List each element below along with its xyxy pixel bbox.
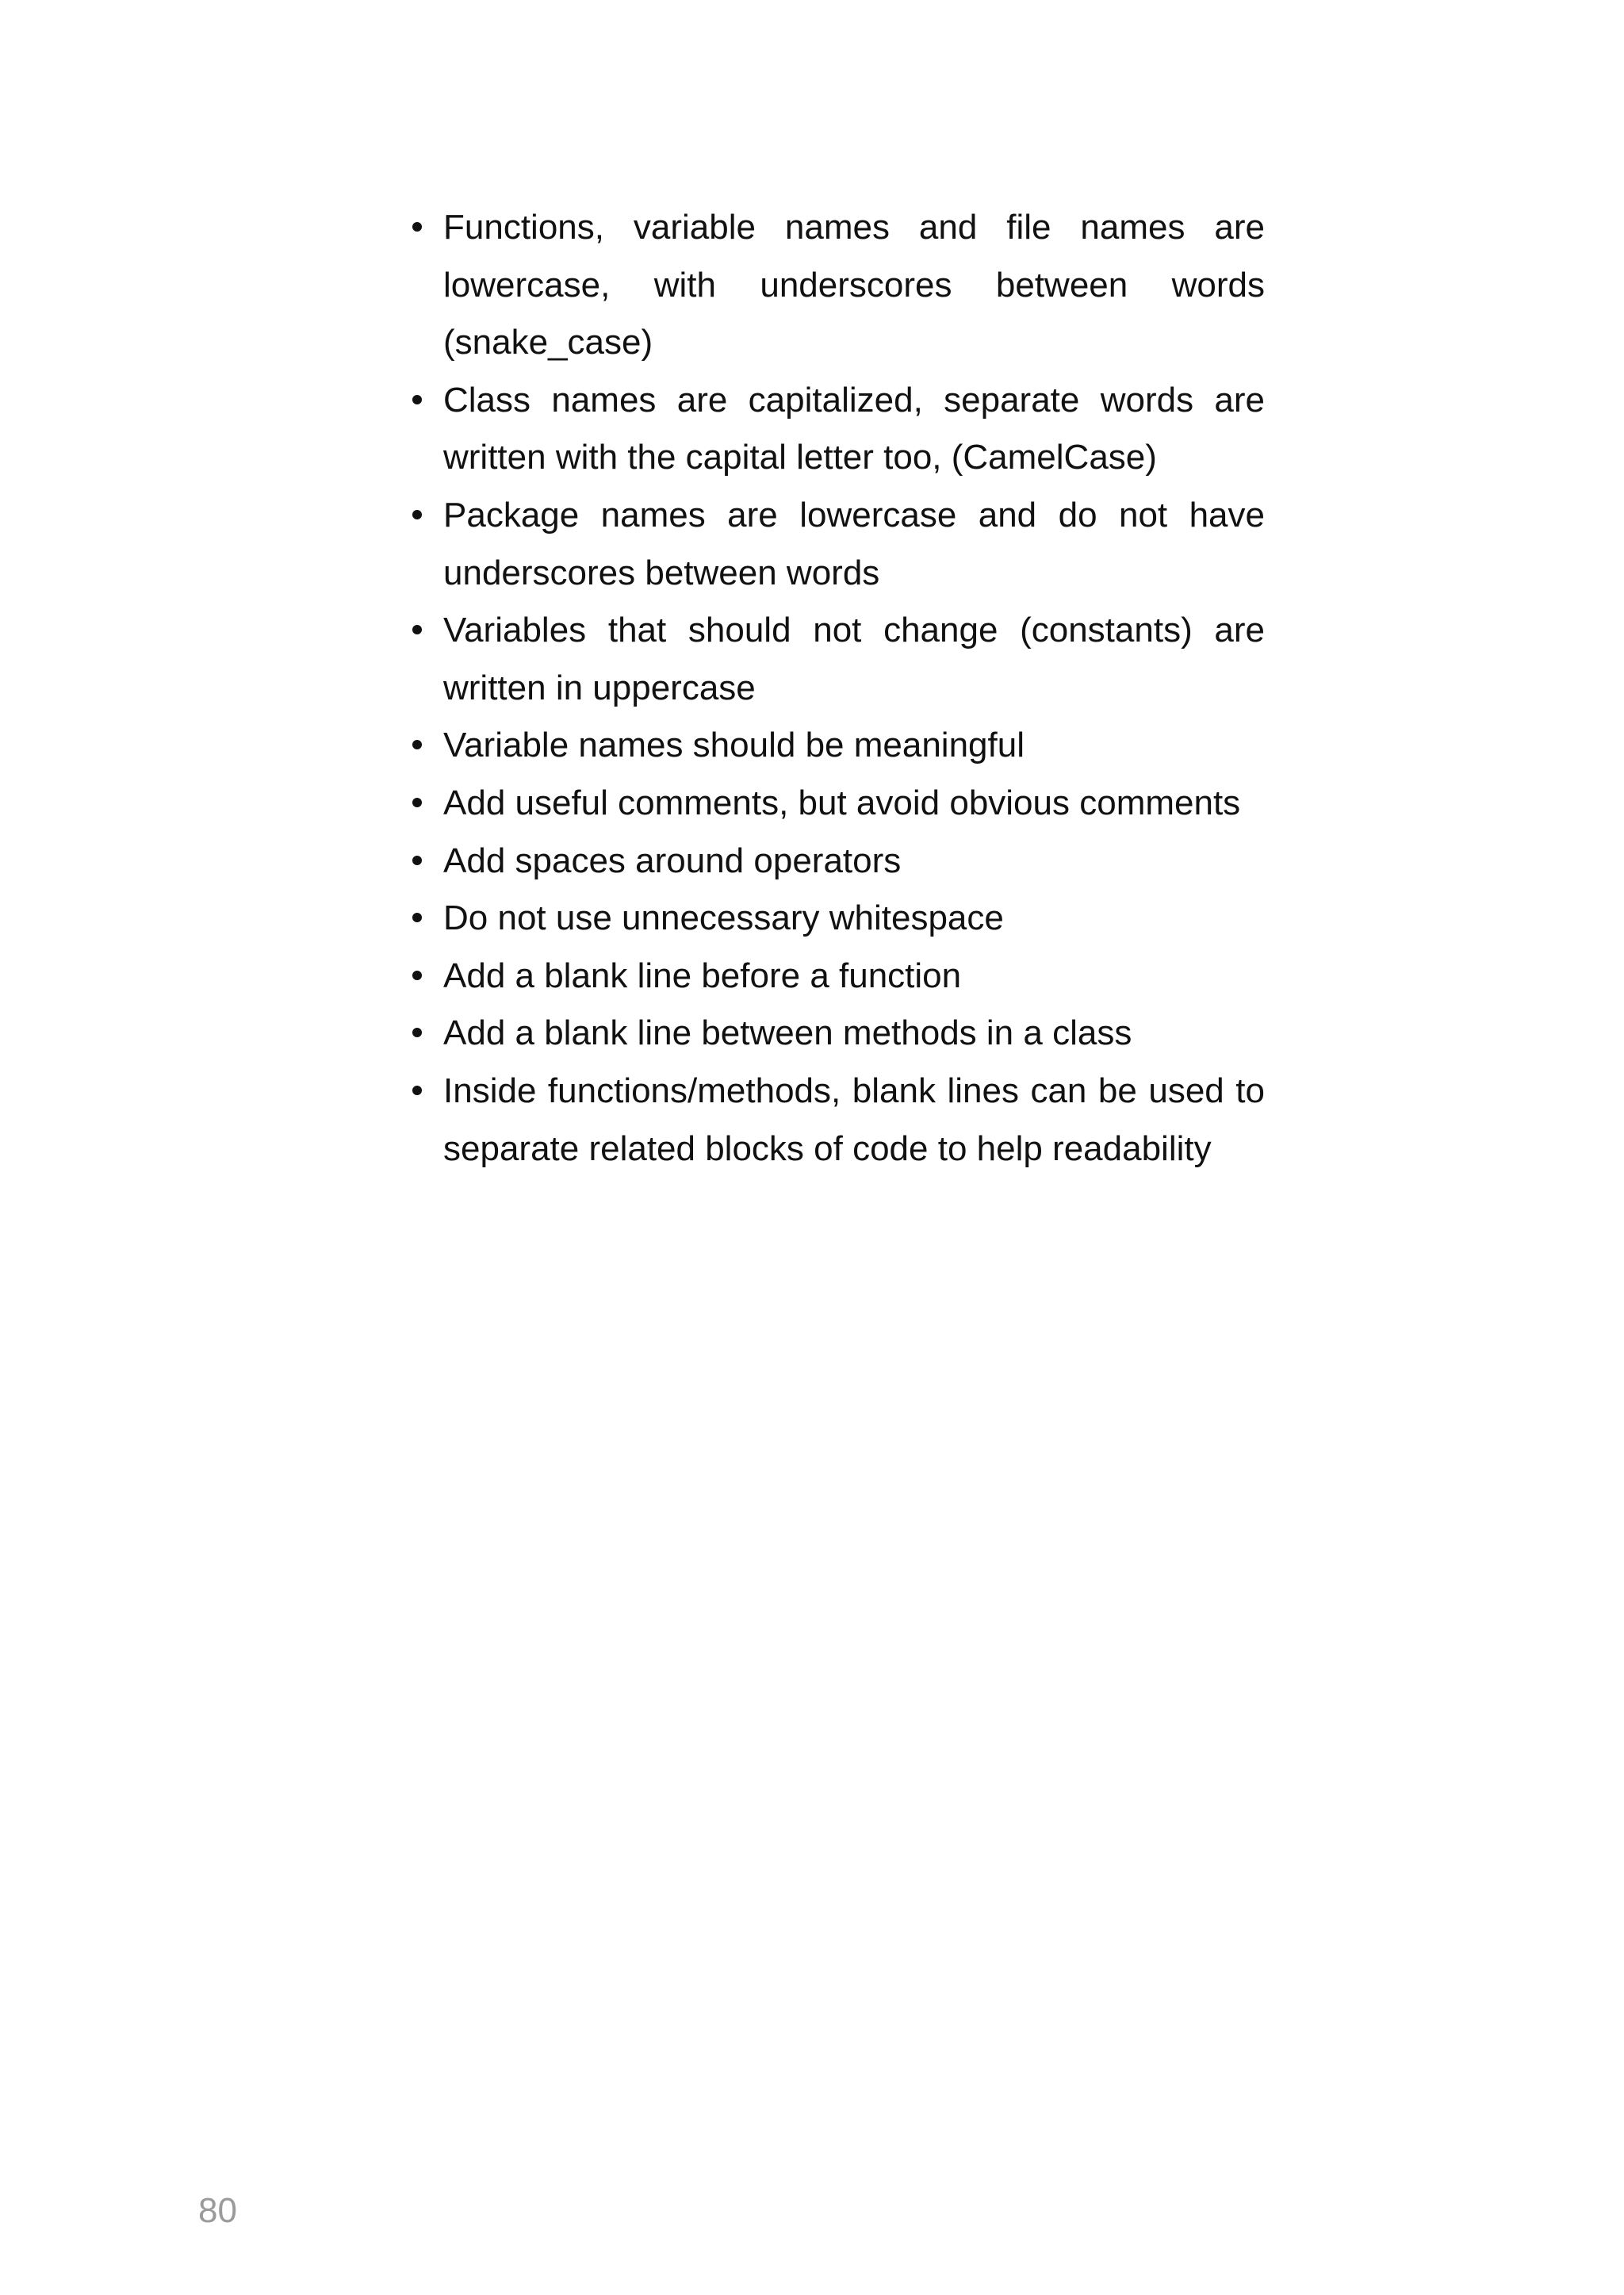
list-item — [443, 372, 1265, 487]
page-number: 80 — [198, 2191, 237, 2230]
bullet-icon — [412, 510, 422, 519]
list-item — [443, 775, 1265, 833]
bullet-icon — [412, 1086, 422, 1095]
bullet-icon — [412, 395, 422, 404]
list-item-text: Add useful comments, but avoid obvious comments — [443, 783, 1241, 822]
list-item — [443, 890, 1265, 948]
list-item-text: Functions, variable names and file names are lowercase, with underscores between words (snake_case) — [443, 208, 1265, 362]
list-item-text: Add a blank line between methods in a class — [443, 1013, 1132, 1053]
list-item — [443, 1005, 1265, 1063]
list-item — [443, 1063, 1265, 1178]
list-item-text: Add a blank line before a function — [443, 956, 962, 995]
list-item — [443, 487, 1265, 602]
bullet-icon — [412, 798, 422, 807]
list-item-text: Variable names should be meaningful — [443, 726, 1025, 765]
bullet-icon — [412, 971, 422, 980]
list-item — [443, 833, 1265, 891]
bullet-icon — [412, 856, 422, 865]
list-item-text: Package names are lowercase and do not have underscores between words — [443, 495, 1265, 592]
bullet-icon — [412, 913, 422, 922]
list-item-text: Class names are capitalized, separate words are written with the capital letter too, (CamelCase) — [443, 380, 1265, 477]
list-item — [443, 948, 1265, 1006]
list-item-text: Add spaces around operators — [443, 841, 902, 880]
bullet-icon — [412, 740, 422, 749]
list-item — [443, 199, 1265, 372]
bullet-icon — [412, 625, 422, 634]
list-item-text: Do not use unnecessary whitespace — [443, 898, 1004, 938]
list-item-text: Variables that should not change (constants) are written in uppercase — [443, 611, 1265, 707]
list-item-text: Inside functions/methods, blank lines can be used to separate related blocks of code to help readability — [443, 1071, 1265, 1168]
list-item — [443, 602, 1265, 717]
style-guidelines-list — [443, 199, 1265, 1178]
list-item — [443, 717, 1265, 775]
bullet-icon — [412, 222, 422, 232]
bullet-icon — [412, 1028, 422, 1037]
